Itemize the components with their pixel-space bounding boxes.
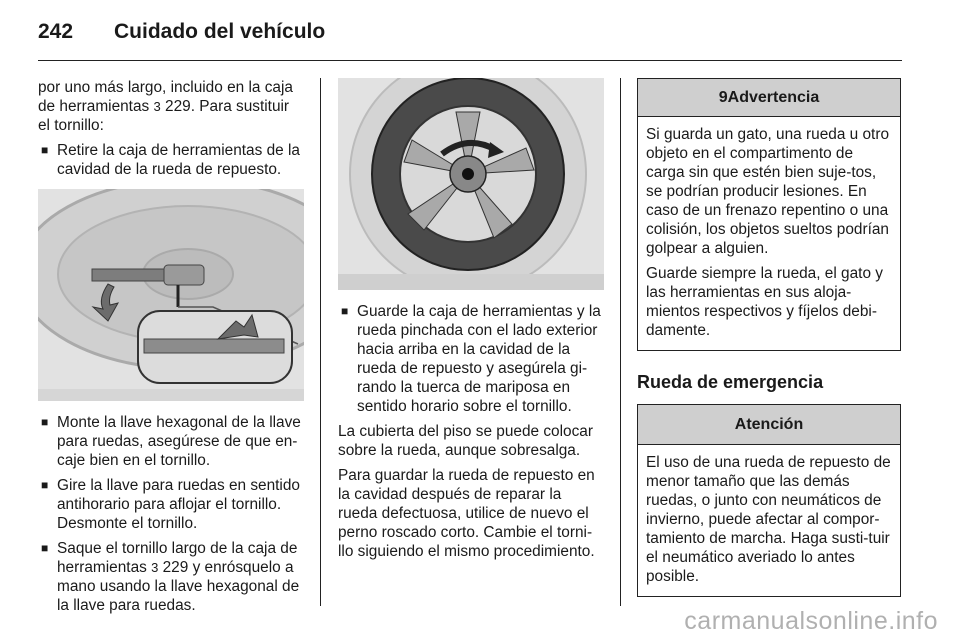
spare-wheel-illustration — [338, 78, 604, 290]
warning-box — [637, 78, 901, 351]
bullet-icon: ■ — [41, 478, 49, 492]
column-2 — [338, 78, 604, 567]
caution-box — [637, 404, 901, 597]
caution-title: Atención — [638, 405, 900, 445]
paragraph: Para guardar la rueda de repuesto en la cavidad después de reparar la rueda defectuosa, utilice de nuevo el perno roscado corto. Cambie el torni-llo siguiendo el mismo procedimiento. — [338, 467, 595, 560]
column-3 — [637, 78, 901, 597]
page-number: 242 — [38, 20, 74, 43]
page-ref-link[interactable]: 229 y enrósquelo a mano usando la llave hexagonal de la llave para ruedas. — [57, 559, 300, 614]
bullet-icon: ■ — [41, 143, 49, 157]
column-divider-1 — [320, 78, 321, 606]
column-1 — [38, 78, 304, 621]
section-title: Rueda de emergencia — [637, 372, 824, 392]
paragraph: La cubierta del piso se puede colocar sobre la rueda, aunque sobresalga. — [338, 423, 593, 459]
list-item: ■ Saque el tornillo largo de la caja de herramientas 3 229 y enrósquelo a mano usando la llave hexagonal de la llave para ruedas. — [38, 539, 304, 615]
watermark: carmanualsonline.info — [684, 607, 938, 635]
page-ref-icon: 3 — [153, 99, 161, 114]
caution-text: El uso de una rueda de repuesto de menor tamaño que las demás ruedas, o junto con neumáticos de invierno, puede afectar al compor-tamiento de marcha. Haga susti-tuir el neumático averiado lo antes posible. — [646, 454, 891, 585]
caution-body — [638, 445, 900, 596]
page-title: Cuidado del vehículo — [114, 20, 326, 43]
page-ref-icon: 3 — [151, 560, 159, 575]
bullet-icon: ■ — [41, 415, 49, 429]
warning-header — [638, 79, 900, 117]
warning-body — [638, 117, 900, 350]
warning-triangle-icon: 9 — [718, 89, 728, 106]
list-item: ■ Guarde la caja de herramientas y la rueda pinchada con el lado exterior hacia arriba en la cavidad de la rueda de repuesto y asegúrela gi-rando la tuerca de mariposa en sentido horario sobre el tornillo. — [338, 302, 604, 416]
warning-text: Guarde siempre la rueda, el gato y las herramientas en sus aloja-mientos respectivos y fíjelos debi-damente. — [646, 265, 883, 339]
list-item: ■ Monte la llave hexagonal de la llave para ruedas, asegúrese de que en-caje bien en el tornillo. — [38, 413, 304, 470]
bullet-icon: ■ — [41, 541, 49, 555]
header-rule — [38, 60, 902, 61]
list-item: ■ Gire la llave para ruedas en sentido antihorario para aflojar el tornillo. Desmonte el tornillo. — [38, 476, 304, 533]
warning-text: Si guarda un gato, una rueda u otro objeto en el compartimento de carga sin que estén bien suje-tos, se podrían producir lesiones. En caso de un frenazo repentino o una colisión, los objetos sueltos podrían golpear a alguien. — [646, 126, 890, 257]
bullet-icon: ■ — [341, 304, 349, 318]
page-ref-link[interactable]: 229. Para sustituir el tornillo: — [38, 98, 290, 134]
page-header — [38, 12, 325, 52]
toolbox-removal-illustration — [38, 189, 304, 401]
intro-paragraph: por uno más largo, incluido en la caja de herramientas 3 229. Para sustituir el tornillo: — [38, 79, 293, 134]
warning-title: Advertencia — [727, 89, 820, 106]
list-item: ■ Retire la caja de herramientas de la cavidad de la rueda de repuesto. — [38, 141, 304, 179]
column-divider-2 — [620, 78, 621, 606]
